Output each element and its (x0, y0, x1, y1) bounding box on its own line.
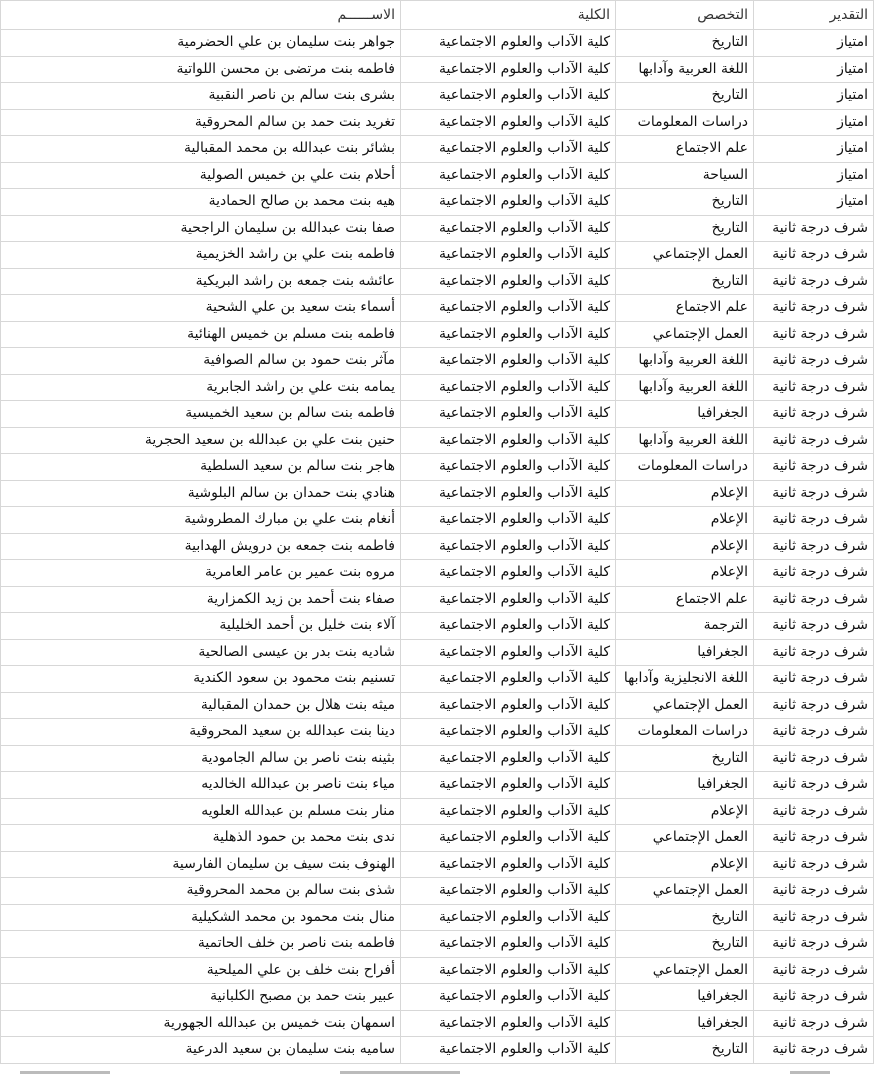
cell-grade[interactable]: شرف درجة ثانية (754, 586, 874, 613)
table-row (1, 454, 874, 481)
table-row (1, 745, 874, 772)
cell-college[interactable]: كلية الآداب والعلوم الاجتماعية (401, 1010, 616, 1037)
cell-college[interactable]: كلية الآداب والعلوم الاجتماعية (401, 56, 616, 83)
cell-college[interactable]: كلية الآداب والعلوم الاجتماعية (401, 136, 616, 163)
cell-name[interactable]: بثينه بنت ناصر بن سالم الجامودية (1, 745, 401, 772)
table-row (1, 798, 874, 825)
table-row (1, 719, 874, 746)
table-row (1, 639, 874, 666)
cell-grade[interactable]: امتياز (754, 136, 874, 163)
cell-specialization[interactable]: الإعلام (616, 533, 754, 560)
cell-specialization[interactable]: الجغرافيا (616, 772, 754, 799)
cell-specialization[interactable]: العمل الإجتماعي (616, 878, 754, 905)
cell-college[interactable]: كلية الآداب والعلوم الاجتماعية (401, 189, 616, 216)
table-row (1, 109, 874, 136)
table-row (1, 136, 874, 163)
table-row (1, 560, 874, 587)
cell-specialization[interactable]: الجغرافيا (616, 401, 754, 428)
cell-specialization[interactable]: الترجمة (616, 613, 754, 640)
cell-name[interactable]: اسمهان بنت خميس بن عبدالله الجهورية (1, 1010, 401, 1037)
table-row (1, 83, 874, 110)
cell-college[interactable]: كلية الآداب والعلوم الاجتماعية (401, 692, 616, 719)
cell-grade[interactable]: شرف درجة ثانية (754, 507, 874, 534)
cell-name[interactable]: أنغام بنت علي بن مبارك المطروشية (1, 507, 401, 534)
table-row (1, 242, 874, 269)
table-row (1, 1037, 874, 1064)
table-row (1, 374, 874, 401)
cell-name[interactable]: فاطمه بنت علي بن راشد الخزيمية (1, 242, 401, 269)
cell-specialization[interactable]: التاريخ (616, 745, 754, 772)
cell-name[interactable]: آلاء بنت خليل بن أحمد الخليلية (1, 613, 401, 640)
cell-name[interactable]: عبير بنت حمد بن مصبح الكلبانية (1, 984, 401, 1011)
cell-grade[interactable]: شرف درجة ثانية (754, 613, 874, 640)
cell-college[interactable]: كلية الآداب والعلوم الاجتماعية (401, 586, 616, 613)
table-row (1, 480, 874, 507)
cell-grade[interactable]: امتياز (754, 83, 874, 110)
cell-grade[interactable]: امتياز (754, 189, 874, 216)
cell-grade[interactable]: شرف درجة ثانية (754, 427, 874, 454)
cell-grade[interactable]: امتياز (754, 162, 874, 189)
cell-college[interactable]: كلية الآداب والعلوم الاجتماعية (401, 772, 616, 799)
header-row (1, 1, 874, 30)
cell-specialization[interactable]: التاريخ (616, 215, 754, 242)
cell-specialization[interactable]: التاريخ (616, 1037, 754, 1064)
cell-grade[interactable]: شرف درجة ثانية (754, 719, 874, 746)
table-row (1, 295, 874, 322)
cell-grade[interactable]: شرف درجة ثانية (754, 692, 874, 719)
cell-name[interactable]: أحلام بنت علي بن خميس الصولية (1, 162, 401, 189)
cell-college[interactable]: كلية الآداب والعلوم الاجتماعية (401, 984, 616, 1011)
cut-text-fragment (20, 1071, 110, 1074)
table-row (1, 613, 874, 640)
table-row (1, 268, 874, 295)
table-row (1, 931, 874, 958)
cell-name[interactable]: منار بنت مسلم بن عبدالله العلويه (1, 798, 401, 825)
cell-name[interactable]: مآثر بنت حمود بن سالم الصوافية (1, 348, 401, 375)
table-row (1, 427, 874, 454)
cell-name[interactable]: شذى بنت سالم بن محمد المحروقية (1, 878, 401, 905)
cell-college[interactable]: كلية الآداب والعلوم الاجتماعية (401, 162, 616, 189)
cell-name[interactable]: تغريد بنت حمد بن سالم المحروقية (1, 109, 401, 136)
cell-name[interactable]: ندى بنت محمد بن حمود الذهلية (1, 825, 401, 852)
cell-grade[interactable]: شرف درجة ثانية (754, 454, 874, 481)
cell-grade[interactable]: شرف درجة ثانية (754, 401, 874, 428)
cell-specialization[interactable]: دراسات المعلومات (616, 719, 754, 746)
cell-college[interactable]: كلية الآداب والعلوم الاجتماعية (401, 560, 616, 587)
partial-next-row (0, 1065, 875, 1076)
cell-name[interactable]: عائشه بنت جمعه بن راشد البريكية (1, 268, 401, 295)
cell-college[interactable]: كلية الآداب والعلوم الاجتماعية (401, 904, 616, 931)
cell-college[interactable]: كلية الآداب والعلوم الاجتماعية (401, 109, 616, 136)
table-row (1, 162, 874, 189)
cell-specialization[interactable]: الإعلام (616, 851, 754, 878)
cell-college[interactable]: كلية الآداب والعلوم الاجتماعية (401, 745, 616, 772)
cell-name[interactable]: هنادي بنت حمدان بن سالم البلوشية (1, 480, 401, 507)
sheet-body (1, 1, 874, 1064)
cell-grade[interactable]: شرف درجة ثانية (754, 639, 874, 666)
cell-grade[interactable]: شرف درجة ثانية (754, 560, 874, 587)
cell-college[interactable]: كلية الآداب والعلوم الاجتماعية (401, 639, 616, 666)
cell-grade[interactable]: شرف درجة ثانية (754, 851, 874, 878)
cell-specialization[interactable]: الإعلام (616, 480, 754, 507)
cell-college[interactable]: كلية الآداب والعلوم الاجتماعية (401, 1037, 616, 1064)
cell-grade[interactable]: امتياز (754, 30, 874, 57)
cell-name[interactable]: فاطمه بنت ناصر بن خلف الحاتمية (1, 931, 401, 958)
cell-college[interactable]: كلية الآداب والعلوم الاجتماعية (401, 268, 616, 295)
cell-specialization[interactable]: اللغة الانجليزية وآدابها (616, 666, 754, 693)
cell-name[interactable]: مروه بنت عمير بن عامر العامرية (1, 560, 401, 587)
cell-specialization[interactable]: الجغرافيا (616, 639, 754, 666)
cell-grade[interactable]: امتياز (754, 56, 874, 83)
table-row (1, 189, 874, 216)
cell-college[interactable]: كلية الآداب والعلوم الاجتماعية (401, 878, 616, 905)
cut-text-fragment (340, 1071, 460, 1074)
cell-grade[interactable]: شرف درجة ثانية (754, 984, 874, 1011)
cell-name[interactable]: فاطمه بنت جمعه بن درويش الهدابية (1, 533, 401, 560)
cell-grade[interactable]: شرف درجة ثانية (754, 321, 874, 348)
cell-specialization[interactable]: السياحة (616, 162, 754, 189)
cell-grade[interactable]: شرف درجة ثانية (754, 268, 874, 295)
cell-grade[interactable]: شرف درجة ثانية (754, 666, 874, 693)
cell-specialization[interactable]: الجغرافيا (616, 1010, 754, 1037)
cell-specialization[interactable]: العمل الإجتماعي (616, 692, 754, 719)
table-row (1, 851, 874, 878)
table-row (1, 692, 874, 719)
header-name[interactable]: الاســــــم (1, 1, 401, 30)
cell-grade[interactable]: شرف درجة ثانية (754, 1037, 874, 1064)
cell-grade[interactable]: شرف درجة ثانية (754, 480, 874, 507)
cell-college[interactable]: كلية الآداب والعلوم الاجتماعية (401, 931, 616, 958)
cell-specialization[interactable]: الإعلام (616, 560, 754, 587)
table-row (1, 878, 874, 905)
cell-grade[interactable]: شرف درجة ثانية (754, 825, 874, 852)
cell-grade[interactable]: شرف درجة ثانية (754, 215, 874, 242)
cell-grade[interactable]: شرف درجة ثانية (754, 295, 874, 322)
cell-college[interactable]: كلية الآداب والعلوم الاجتماعية (401, 321, 616, 348)
cell-name[interactable]: هيه بنت محمد بن صالح الحمادية (1, 189, 401, 216)
cell-specialization[interactable]: الجغرافيا (616, 984, 754, 1011)
cell-college[interactable]: كلية الآداب والعلوم الاجتماعية (401, 83, 616, 110)
cell-specialization[interactable]: التاريخ (616, 189, 754, 216)
cell-grade[interactable]: شرف درجة ثانية (754, 533, 874, 560)
cell-college[interactable]: كلية الآداب والعلوم الاجتماعية (401, 533, 616, 560)
table-row (1, 666, 874, 693)
cell-specialization[interactable]: التاريخ (616, 904, 754, 931)
cell-specialization[interactable]: اللغة العربية وآدابها (616, 348, 754, 375)
cell-specialization[interactable]: العمل الإجتماعي (616, 957, 754, 984)
cell-name[interactable]: تسنيم بنت محمود بن سعود الكندية (1, 666, 401, 693)
cell-name[interactable]: فاطمه بنت سالم بن سعيد الخميسية (1, 401, 401, 428)
cell-name[interactable]: جواهر بنت سليمان بن علي الحضرمية (1, 30, 401, 57)
header-specialization[interactable]: التخصص (616, 1, 754, 30)
cell-name[interactable]: ميثه بنت هلال بن حمدان المقبالية (1, 692, 401, 719)
cell-name[interactable]: أسماء بنت سعيد بن علي الشحية (1, 295, 401, 322)
table-row (1, 1010, 874, 1037)
cell-specialization[interactable]: التاريخ (616, 30, 754, 57)
cell-name[interactable]: أفراح بنت خلف بن علي الميلحية (1, 957, 401, 984)
cell-name[interactable]: هاجر بنت سالم بن سعيد السلطية (1, 454, 401, 481)
cell-name[interactable]: صفاء بنت أحمد بن زيد الكمزارية (1, 586, 401, 613)
cell-college[interactable]: كلية الآداب والعلوم الاجتماعية (401, 30, 616, 57)
cell-college[interactable]: كلية الآداب والعلوم الاجتماعية (401, 507, 616, 534)
cell-specialization[interactable]: العمل الإجتماعي (616, 321, 754, 348)
cell-specialization[interactable]: الإعلام (616, 798, 754, 825)
cell-specialization[interactable]: اللغة العربية وآدابها (616, 374, 754, 401)
cell-college[interactable]: كلية الآداب والعلوم الاجتماعية (401, 719, 616, 746)
cell-specialization[interactable]: التاريخ (616, 83, 754, 110)
cell-college[interactable]: كلية الآداب والعلوم الاجتماعية (401, 427, 616, 454)
cell-grade[interactable]: شرف درجة ثانية (754, 348, 874, 375)
cell-name[interactable]: الهنوف بنت سيف بن سليمان الفارسية (1, 851, 401, 878)
table-row (1, 215, 874, 242)
cell-specialization[interactable]: علم الاجتماع (616, 586, 754, 613)
table-row (1, 56, 874, 83)
cell-specialization[interactable]: علم الاجتماع (616, 136, 754, 163)
cell-name[interactable]: منال بنت محمود بن محمد الشكيلية (1, 904, 401, 931)
cell-grade[interactable]: شرف درجة ثانية (754, 931, 874, 958)
cell-name[interactable]: مياء بنت ناصر بن عبدالله الخالديه (1, 772, 401, 799)
table-row (1, 984, 874, 1011)
cell-name[interactable]: حنين بنت علي بن عبدالله بن سعيد الحجرية (1, 427, 401, 454)
cell-name[interactable]: فاطمه بنت مسلم بن خميس الهنائية (1, 321, 401, 348)
cell-college[interactable]: كلية الآداب والعلوم الاجتماعية (401, 480, 616, 507)
header-college[interactable]: الكلية (401, 1, 616, 30)
cell-college[interactable]: كلية الآداب والعلوم الاجتماعية (401, 957, 616, 984)
cell-grade[interactable]: شرف درجة ثانية (754, 957, 874, 984)
cell-grade[interactable]: شرف درجة ثانية (754, 798, 874, 825)
cell-specialization[interactable]: التاريخ (616, 931, 754, 958)
table-row (1, 30, 874, 57)
cell-college[interactable]: كلية الآداب والعلوم الاجتماعية (401, 454, 616, 481)
cell-college[interactable]: كلية الآداب والعلوم الاجتماعية (401, 295, 616, 322)
cell-college[interactable]: كلية الآداب والعلوم الاجتماعية (401, 851, 616, 878)
cell-specialization[interactable]: التاريخ (616, 268, 754, 295)
cell-specialization[interactable]: العمل الإجتماعي (616, 242, 754, 269)
header-grade[interactable]: التقدير (754, 1, 874, 30)
cell-college[interactable]: كلية الآداب والعلوم الاجتماعية (401, 374, 616, 401)
cell-name[interactable]: ساميه بنت سليمان بن سعيد الدرعية (1, 1037, 401, 1064)
cell-specialization[interactable]: اللغة العربية وآدابها (616, 427, 754, 454)
cell-grade[interactable]: شرف درجة ثانية (754, 904, 874, 931)
cell-college[interactable]: كلية الآداب والعلوم الاجتماعية (401, 613, 616, 640)
cell-grade[interactable]: شرف درجة ثانية (754, 772, 874, 799)
table-row (1, 904, 874, 931)
cell-specialization[interactable]: دراسات المعلومات (616, 454, 754, 481)
cell-college[interactable]: كلية الآداب والعلوم الاجتماعية (401, 401, 616, 428)
cell-college[interactable]: كلية الآداب والعلوم الاجتماعية (401, 348, 616, 375)
cell-grade[interactable]: شرف درجة ثانية (754, 242, 874, 269)
table-row (1, 957, 874, 984)
cell-grade[interactable]: شرف درجة ثانية (754, 1010, 874, 1037)
table-row (1, 348, 874, 375)
table-row (1, 507, 874, 534)
cell-name[interactable]: صفا بنت عبدالله بن سليمان الراجحية (1, 215, 401, 242)
cell-specialization[interactable]: علم الاجتماع (616, 295, 754, 322)
cell-grade[interactable]: شرف درجة ثانية (754, 878, 874, 905)
table-row (1, 533, 874, 560)
cell-grade[interactable]: امتياز (754, 109, 874, 136)
table-row (1, 586, 874, 613)
cell-name[interactable]: يمامه بنت علي بن راشد الجابرية (1, 374, 401, 401)
cell-college[interactable]: كلية الآداب والعلوم الاجتماعية (401, 666, 616, 693)
cell-name[interactable]: بشرى بنت سالم بن ناصر النقبية (1, 83, 401, 110)
cell-specialization[interactable]: الإعلام (616, 507, 754, 534)
cell-college[interactable]: كلية الآداب والعلوم الاجتماعية (401, 825, 616, 852)
cell-college[interactable]: كلية الآداب والعلوم الاجتماعية (401, 242, 616, 269)
cell-college[interactable]: كلية الآداب والعلوم الاجتماعية (401, 215, 616, 242)
table-row (1, 825, 874, 852)
cell-name[interactable]: شاديه بنت بدر بن عيسى الصالحية (1, 639, 401, 666)
cell-specialization[interactable]: العمل الإجتماعي (616, 825, 754, 852)
table-row (1, 772, 874, 799)
cell-name[interactable]: بشائر بنت عبدالله بن محمد المقبالية (1, 136, 401, 163)
cell-specialization[interactable]: اللغة العربية وآدابها (616, 56, 754, 83)
cell-name[interactable]: فاطمه بنت مرتضى بن محسن اللواتية (1, 56, 401, 83)
cell-specialization[interactable]: دراسات المعلومات (616, 109, 754, 136)
cell-name[interactable]: دينا بنت عبدالله بن سعيد المحروقية (1, 719, 401, 746)
table-row (1, 401, 874, 428)
cell-grade[interactable]: شرف درجة ثانية (754, 374, 874, 401)
table-row (1, 321, 874, 348)
cell-grade[interactable]: شرف درجة ثانية (754, 745, 874, 772)
cut-text-fragment (790, 1071, 830, 1074)
cell-college[interactable]: كلية الآداب والعلوم الاجتماعية (401, 798, 616, 825)
